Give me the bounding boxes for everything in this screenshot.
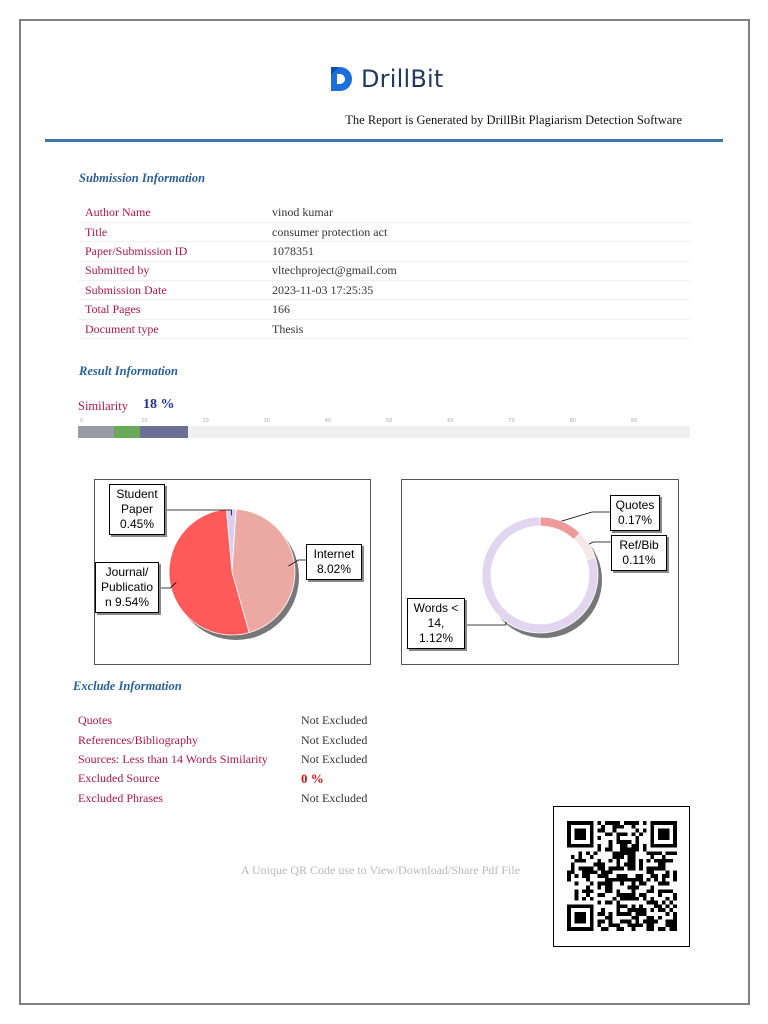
- row-value: Not Excluded: [301, 713, 368, 728]
- pie-label-internet: Internet 8.02%: [306, 544, 362, 580]
- submission-section-title: Submission Information: [79, 171, 206, 185]
- table-row: [78, 750, 367, 769]
- table-row: [79, 203, 690, 222]
- table-row: [79, 261, 690, 280]
- row-label: Paper/Submission ID: [79, 242, 266, 261]
- row-label: Excluded Source: [78, 771, 160, 786]
- row-label: Author Name: [79, 203, 266, 222]
- scale-tick: 80: [569, 418, 576, 424]
- row-value: Not Excluded: [301, 751, 368, 766]
- result-section-title: Result Information: [79, 364, 178, 378]
- submission-table: [79, 203, 690, 339]
- donut-leader-line: [562, 512, 610, 521]
- table-row: [79, 281, 690, 300]
- row-label: Submission Date: [79, 281, 266, 300]
- table-row: [79, 319, 690, 338]
- qr-code-icon: [567, 821, 677, 931]
- row-value: 1078351: [266, 242, 690, 261]
- brand-logo: [327, 62, 467, 96]
- table-row: [79, 242, 690, 261]
- donut-leader-line: [589, 542, 611, 544]
- scale-tick: 90: [630, 418, 638, 424]
- brand-name: DrillBit: [361, 65, 444, 93]
- header-divider: [45, 139, 723, 142]
- similarity-scale-ticks: [78, 418, 690, 426]
- scale-tick: 20: [202, 418, 209, 424]
- table-row: [78, 769, 367, 788]
- row-value: 166: [266, 300, 690, 319]
- row-label: Submitted by: [79, 261, 266, 280]
- similarity-value: 18 %: [143, 397, 175, 412]
- scale-tick: 0: [80, 418, 84, 424]
- exclude-section-title: Exclude Information: [73, 679, 182, 693]
- scale-tick: 10: [141, 418, 148, 424]
- row-value: Not Excluded: [301, 732, 368, 747]
- qr-caption: A Unique QR Code use to View/Download/Share Pdf File: [241, 863, 521, 877]
- donut-hole: [491, 526, 589, 624]
- report-tagline: The Report is Generated by DrillBit Plagiarism Detection Software: [345, 113, 682, 127]
- row-value: 2023-11-03 17:25:35: [266, 281, 690, 300]
- row-label: Title: [79, 222, 266, 241]
- exclude-table: [78, 711, 367, 808]
- pie-label-student-paper: Student Paper 0.45%: [109, 484, 165, 535]
- row-value: vinod kumar: [266, 203, 690, 222]
- row-label: Total Pages: [79, 300, 266, 319]
- table-row: [78, 730, 367, 749]
- qr-code[interactable]: [553, 806, 690, 947]
- donut-label-words-lt-14: Words < 14, 1.12%: [407, 598, 465, 649]
- donut-label-ref-bib: Ref/Bib 0.11%: [611, 535, 667, 571]
- excluded-source-value: 0 %: [301, 770, 324, 786]
- pie-label-journal: Journal/ Publicatio n 9.54%: [95, 562, 159, 613]
- scale-tick: 70: [508, 418, 515, 424]
- scale-tick: 40: [324, 418, 332, 424]
- exclusion-donut-chart: [401, 479, 679, 665]
- row-value: consumer protection act: [266, 222, 690, 241]
- table-row: [78, 711, 367, 730]
- row-label: References/Bibliography: [78, 732, 198, 747]
- row-label: Document type: [79, 319, 266, 338]
- drillbit-logo-icon: [327, 64, 355, 94]
- similarity-bar-fill: [78, 426, 188, 438]
- similarity-label: Similarity: [78, 399, 128, 413]
- scale-tick: 50: [386, 418, 393, 424]
- scale-tick: 60: [447, 418, 454, 424]
- table-row: [79, 222, 690, 241]
- source-type-pie-chart: [94, 479, 371, 665]
- scale-tick: 30: [263, 418, 270, 424]
- table-row: [79, 300, 690, 319]
- row-label: Excluded Phrases: [78, 790, 163, 805]
- row-label: Sources: Less than 14 Words Similarity: [78, 751, 268, 766]
- donut-leader-line: [465, 622, 506, 625]
- row-value: Not Excluded: [301, 790, 368, 805]
- donut-label-quotes: Quotes 0.17%: [610, 495, 660, 531]
- row-value: vltechproject@gmail.com: [266, 261, 690, 280]
- row-label: Quotes: [78, 713, 112, 728]
- row-value: Thesis: [266, 319, 690, 338]
- table-row: [78, 789, 367, 808]
- similarity-bar-track: [78, 426, 690, 438]
